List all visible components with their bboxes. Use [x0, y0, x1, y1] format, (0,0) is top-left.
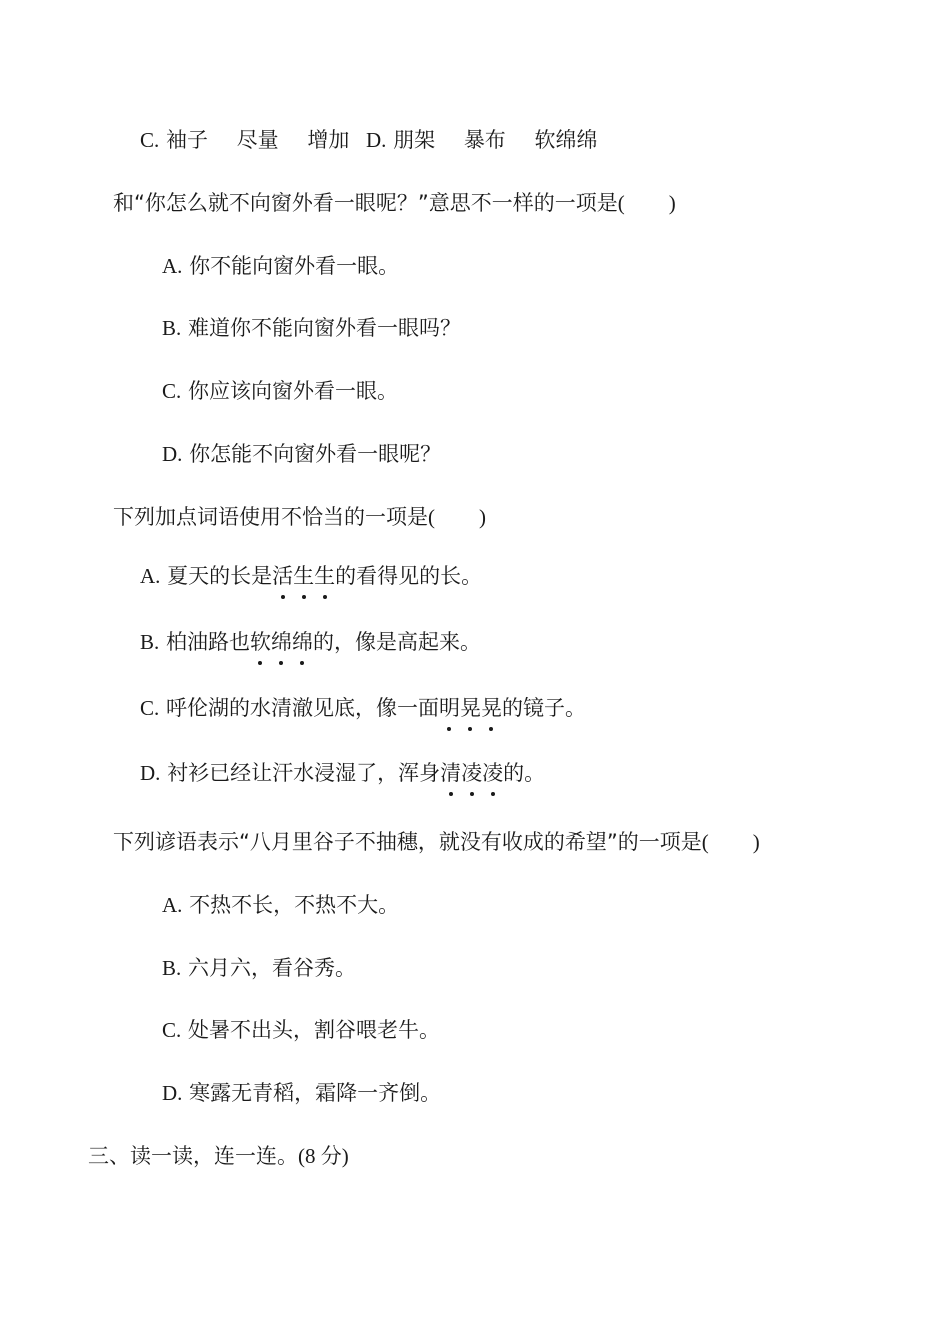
option-text: 的。: [503, 761, 546, 785]
option-label-c: C.: [140, 128, 160, 152]
option-a: [162, 252, 399, 280]
answer-paren-close: ): [668, 191, 676, 215]
emphasis-char: 生: [314, 564, 336, 588]
option-b: [162, 314, 461, 342]
section-title: 三、读一读，连一连。: [88, 1144, 298, 1168]
question-text: 下列谚语表示“八月里谷子不抽穗，就没有收成的希望”的一项是: [113, 830, 702, 854]
dotted-word: [440, 759, 503, 787]
option-text: 六月六，看谷秀。: [187, 956, 356, 980]
option-b: [162, 954, 356, 982]
option-text: 夏天的长是: [167, 564, 273, 588]
emphasis-char: 生: [293, 564, 315, 588]
option-text: 不热不长，不热不大。: [189, 893, 400, 917]
option-d: [140, 759, 545, 787]
answer-paren-close: ): [479, 505, 486, 529]
option-text: 的看得见的长。: [335, 564, 483, 588]
option-label: C.: [162, 379, 182, 403]
answer-paren-open: (: [617, 191, 625, 215]
option-a: [162, 891, 399, 919]
option-text: 你不能向窗外看一眼。: [189, 254, 400, 278]
emphasis-char: 活: [272, 564, 294, 588]
option-label: A.: [162, 893, 183, 917]
option-text: 难道你不能向窗外看一眼吗？: [187, 316, 461, 340]
option-label: D.: [162, 442, 183, 466]
option-d: [162, 440, 441, 468]
option-label: A.: [140, 564, 161, 588]
option-text: 处暑不出头，割谷喂老牛。: [187, 1018, 440, 1042]
option-word: 袖子: [165, 128, 208, 152]
option-c: [162, 377, 398, 405]
option-c: [162, 1016, 440, 1044]
emphasis-char: 凌: [482, 761, 504, 785]
dotted-word: [250, 628, 313, 656]
option-word: 软绵绵: [534, 128, 598, 152]
emphasis-char: 明: [438, 696, 460, 720]
option-label: C.: [162, 1018, 182, 1042]
answer-paren-open: (: [701, 830, 709, 854]
option-word: 暴布: [463, 128, 506, 152]
emphasis-char: 软: [249, 630, 271, 654]
answer-paren-close: ): [752, 830, 760, 854]
option-label: B.: [162, 316, 182, 340]
dotted-word: [439, 694, 502, 722]
option-text: 你怎能不向窗外看一眼呢？: [189, 442, 442, 466]
option-label: B.: [140, 630, 160, 654]
option-word: 尽量: [236, 128, 279, 152]
emphasis-char: 晃: [480, 696, 502, 720]
option-text: 柏油路也: [165, 630, 250, 654]
question-meaning-stem: [113, 189, 676, 217]
option-line-c-d: [140, 126, 598, 154]
emphasis-char: 绵: [270, 630, 292, 654]
option-text: 的，像是高起来。: [312, 630, 481, 654]
option-a: [140, 562, 482, 590]
question-proverb-stem: [113, 828, 760, 856]
option-text: 衬衫已经让汗水浸湿了，浑身: [167, 761, 441, 785]
option-d: [162, 1079, 441, 1107]
option-text: 的镜子。: [501, 696, 586, 720]
question-text: 和“你怎么就不向窗外看一眼呢？”意思不一样的一项是: [113, 191, 618, 215]
emphasis-char: 晃: [459, 696, 481, 720]
option-b: [140, 628, 481, 656]
option-text: 寒露无青稻，霜降一齐倒。: [189, 1081, 442, 1105]
option-text: 你应该向窗外看一眼。: [187, 379, 398, 403]
option-label: D.: [162, 1081, 183, 1105]
option-word: 增加: [307, 128, 350, 152]
dotted-word: [272, 562, 335, 590]
section-score: (8 分): [298, 1144, 349, 1168]
option-label: A.: [162, 254, 183, 278]
option-c: [140, 694, 586, 722]
question-text: 下列加点词语使用不恰当的一项是: [113, 505, 428, 529]
emphasis-char: 凌: [461, 761, 483, 785]
section-heading: [88, 1142, 349, 1170]
answer-paren-open: (: [428, 505, 435, 529]
emphasis-char: 绵: [291, 630, 313, 654]
option-label-d: D.: [366, 128, 387, 152]
option-label: B.: [162, 956, 182, 980]
option-label: C.: [140, 696, 160, 720]
option-word: 朋架: [393, 128, 436, 152]
question-dotted-stem: [113, 503, 486, 531]
option-label: D.: [140, 761, 161, 785]
option-text: 呼伦湖的水清澈见底，像一面: [165, 696, 439, 720]
emphasis-char: 清: [440, 761, 462, 785]
